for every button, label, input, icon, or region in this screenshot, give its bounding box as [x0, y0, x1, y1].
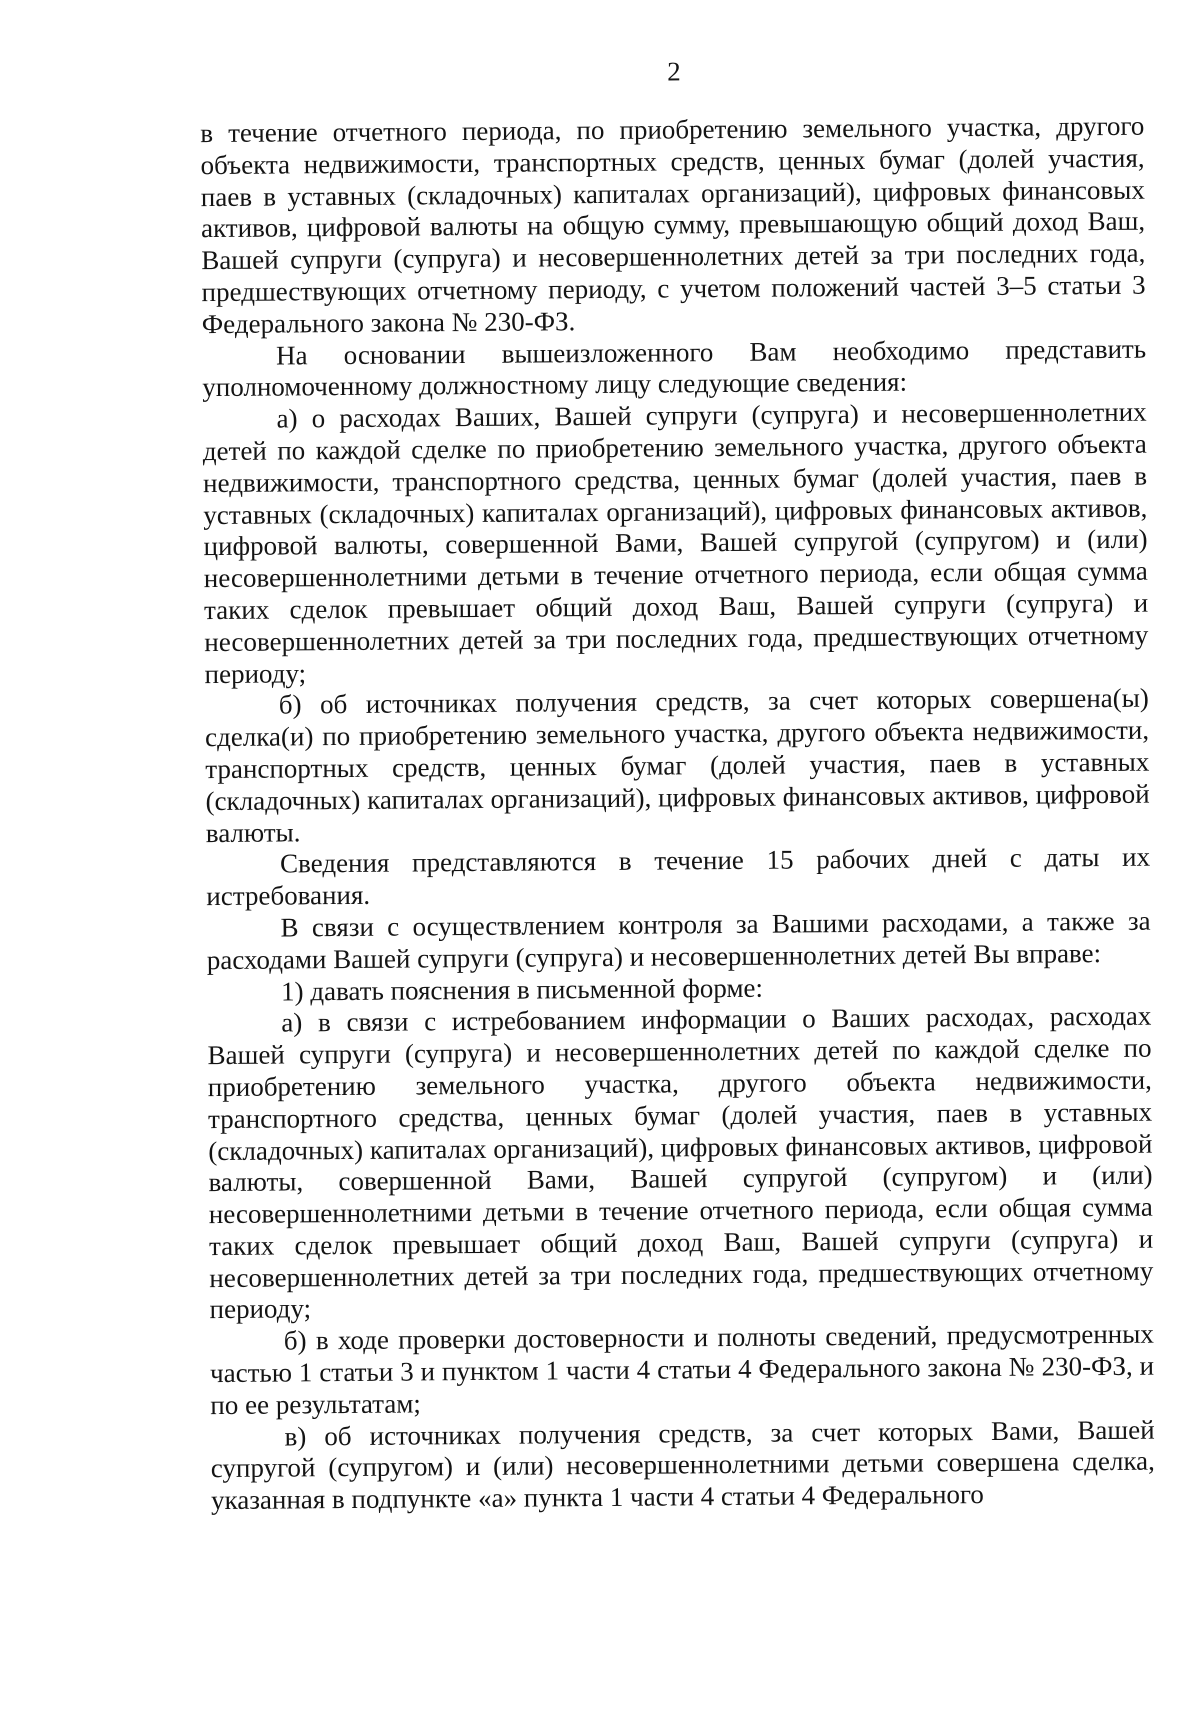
- paragraph-continuation: в течение отчетного периода, по приобретению земельного участка, другого объекта недвижимости, транспортных средств, ценных бумаг (долей участия, паев в уставных (складочных) капиталах организаций), цифровых финансовых активов, цифровой валюты на общую сумму, превышающую общий доход Ваш, Вашей супруги (супруга) и несовершеннолетних детей за три последних года, предшествующих отчетному периоду, с учетом положений частей 3–5 статьи 3 Федерального закона № 230-ФЗ.: [200, 110, 1146, 339]
- paragraph-right-1a: а) в связи с истребованием информации о Ваших расходах, расходах Вашей супруги (супруга) и несовершеннолетних детей по каждой сделке по приобретению земельного участка, другого объекта недвижимости, транспортного средства, ценных бумаг (долей участия, паев в уставных (складочных) капиталах организаций), цифровых финансовых активов, цифровой валюты, совершенной Вами, Вашей супругой (супругом) и (или) несовершеннолетними детьми в течение отчетного периода, если общая сумма таких сделок превышает общий доход Ваш, Вашей супруги (супруга) и несовершеннолетних детей за три последних года, предшествующих отчетному периоду;: [207, 1000, 1154, 1325]
- paragraph-right-1: 1) давать пояснения в письменной форме:: [280, 972, 764, 1007]
- paragraph-deadline: Сведения представляются в течение 15 рабочих дней с даты их истребования.: [206, 842, 1151, 912]
- paragraph-right-1v: в) об источниках получения средств, за счет которых Вами, Вашей супругой (супругом) и (или) несовершеннолетними детьми совершена сделка, указанная в подпункте «а» пункта 1 части 4 статьи 4 Федерального: [210, 1414, 1155, 1516]
- paragraph-item-b-sources: б) об источниках получения средств, за счет которых совершена(ы) сделка(и) по приобретению земельного участка, другого объекта недвижимости, транспортных средств, ценных бумаг (долей участия, паев в уставных (складочных) капиталах организаций), цифровых финансовых активов, цифровой валюты.: [204, 683, 1150, 848]
- paragraph-required-info: На основании вышеизложенного Вам необходимо представить уполномоченному должностному лицу следующие сведения:: [202, 333, 1147, 403]
- page-number: 2: [667, 56, 681, 87]
- paragraph-item-a-expenses: а) о расходах Ваших, Вашей супруги (супруга) и несовершеннолетних детей по каждой сделке по приобретению земельного участка, другого объекта недвижимости, транспортного средства, ценных бумаг (долей участия, паев в уставных (складочных) капиталах организаций), цифровых финансовых активов, цифровой валюты, совершенной Вами, Вашей супругой (супругом) и (или) несовершеннолетними детьми в течение отчетного периода, если общая сумма таких сделок превышает общий доход Ваш, Вашей супруги (супруга) и несовершеннолетних детей за три последних года, предшествующих отчетному периоду;: [202, 396, 1149, 689]
- paragraph-right-1b: б) в ходе проверки достоверности и полноты сведений, предусмотренных частью 1 статьи 3 и пунктом 1 части 4 статьи 4 Федерального закона № 230-ФЗ, и по ее результатам;: [209, 1318, 1155, 1420]
- document-body: [200, 111, 1155, 1517]
- paragraph-rights-intro: В связи с осуществлением контроля за Вашими расходами, а также за расходами Вашей супруги (супруга) и несовершеннолетних детей Вы вправе:: [206, 905, 1151, 975]
